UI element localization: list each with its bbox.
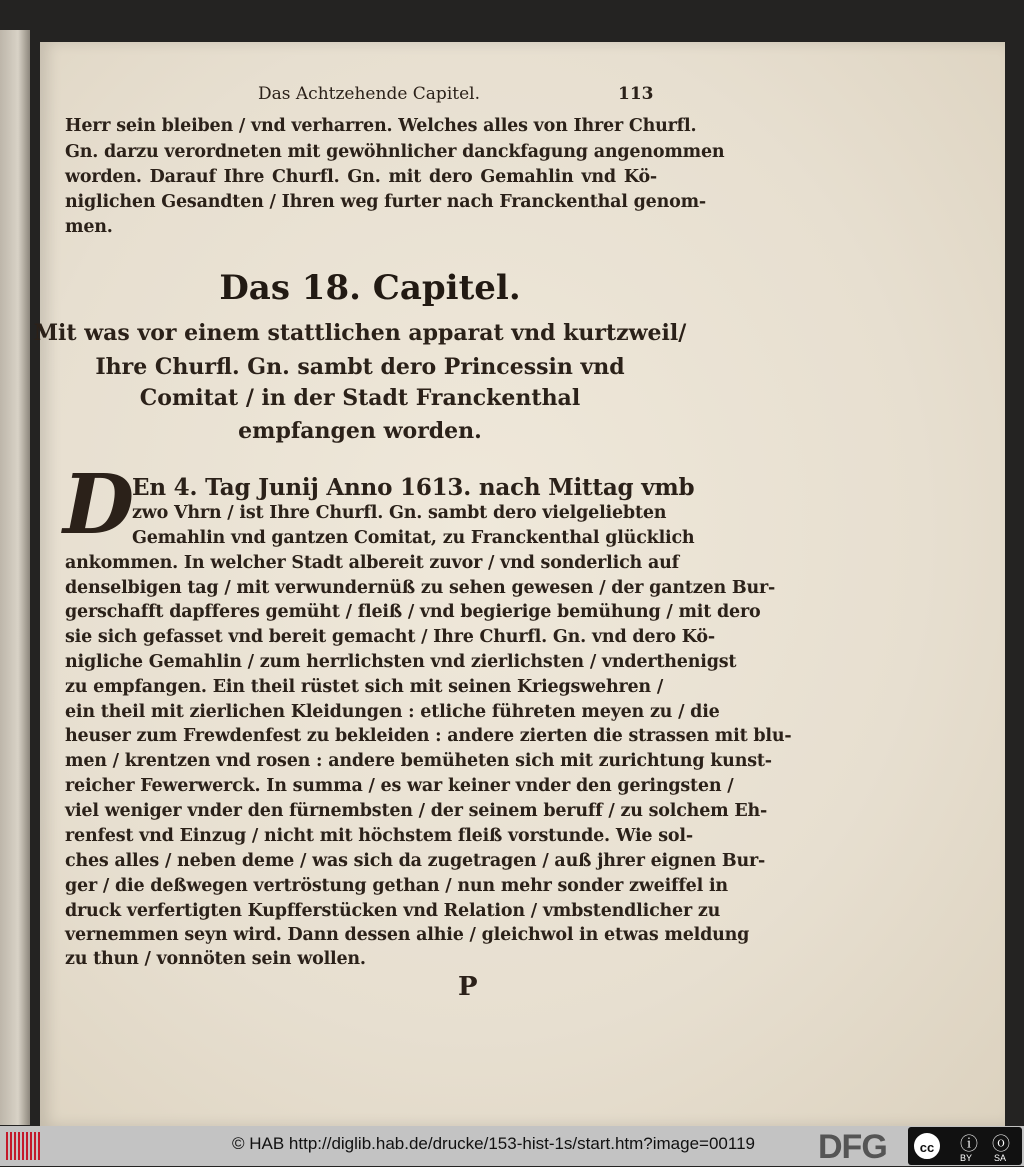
cc-icon: cc [914,1133,940,1159]
text-line: nigliche Gemahlin / zum herrlichsten vnd zierlichsten / vnderthenigst [65,652,737,672]
text-line: men. [65,217,113,237]
signature-mark: P [458,972,478,1002]
by-icon: ⓘ [960,1134,978,1154]
text-line: gerschafft dapfferes gemüht / fleiß / vnd begierige bemühung / mit dero [65,602,761,622]
text-line: Gn. darzu verordneten mit gewöhnlicher danckfagung angenommen [65,142,725,162]
chapter-subtitle-line: Mit was vor einem stattlichen apparat vnd kurtzweil/ [33,320,687,346]
text-line: ger / die deßwegen vertröstung gethan / nun mehr sonder zweiffel in [65,876,728,896]
cc-license-badge[interactable] [908,1127,1022,1165]
dfg-logo: DFG [818,1128,887,1166]
text-line: ankommen. In welcher Stadt albereit zuvor / vnd sonderlich auf [65,553,679,573]
text-line: ein theil mit zierlichen Kleidungen : etliche führeten meyen zu / die [65,702,720,722]
running-head: Das Achtzehende Capitel. [258,84,480,104]
text-line: denselbigen tag / mit verwundernüß zu sehen gewesen / der gantzen Bur- [65,578,776,598]
text-line: heuser zum Frewdenfest zu bekleiden : andere zierten die strassen mit blu- [65,726,792,746]
sa-label: SA [994,1153,1007,1163]
text-line: reicher Fewerwerck. In summa / es war keiner vnder den geringsten / [65,776,734,796]
text-line: Gemahlin vnd gantzen Comitat, zu Franckenthal glücklich [132,528,695,548]
drop-cap: D [63,457,135,553]
text-line: viel weniger vnder den fürnembsten / der seinem beruff / zu solchem Eh- [65,801,768,821]
chapter-title: Das 18. Capitel. [219,268,521,308]
by-label: BY [960,1153,973,1163]
text-line: renfest vnd Einzug / nicht mit höchstem fleiß vorstunde. Wie sol- [65,826,693,846]
footer-bar [0,1126,1024,1166]
chapter-subtitle-line: empfangen worden. [238,418,482,444]
text-line: En 4. Tag Junij Anno 1613. nach Mittag vmb [132,474,695,501]
hab-logo-icon [6,1132,42,1160]
sa-icon: ⓞ [992,1134,1010,1154]
facing-page-edge [0,30,30,1125]
chapter-subtitle-line: Comitat / in der Stadt Franckenthal [139,385,581,411]
text-line: zu empfangen. Ein theil rüstet sich mit seinen Kriegswehren / [65,677,664,697]
text-line: worden. Darauf Ihre Churfl. Gn. mit dero Gemahlin vnd Kö- [65,167,657,187]
page-number: 113 [618,84,654,104]
chapter-subtitle-line: Ihre Churfl. Gn. sambt dero Princessin vnd [95,354,625,380]
copyright-url[interactable]: © HAB http://diglib.hab.de/drucke/153-hist-1s/start.htm?image=00119 [232,1134,755,1153]
text-line: sie sich gefasset vnd bereit gemacht / Ihre Churfl. Gn. vnd dero Kö- [65,627,715,647]
text-line: druck verfertigten Kupfferstücken vnd Relation / vmbstendlicher zu [65,901,721,921]
text-line: Herr sein bleiben / vnd verharren. Welches alles von Ihrer Churfl. [65,116,697,136]
text-line: ches alles / neben deme / was sich da zugetragen / auß jhrer eignen Bur- [65,851,766,871]
text-line: vernemmen seyn wird. Dann dessen alhie / gleichwol in etwas meldung [65,925,750,945]
text-line: zwo Vhrn / ist Ihre Churfl. Gn. sambt dero vielgeliebten [132,503,667,523]
text-line: men / krentzen vnd rosen : andere bemüheten sich mit zurichtung kunst- [65,751,772,771]
text-line: zu thun / vonnöten sein wollen. [65,949,366,969]
text-line: niglichen Gesandten / Ihren weg furter nach Franckenthal genom- [65,192,706,212]
